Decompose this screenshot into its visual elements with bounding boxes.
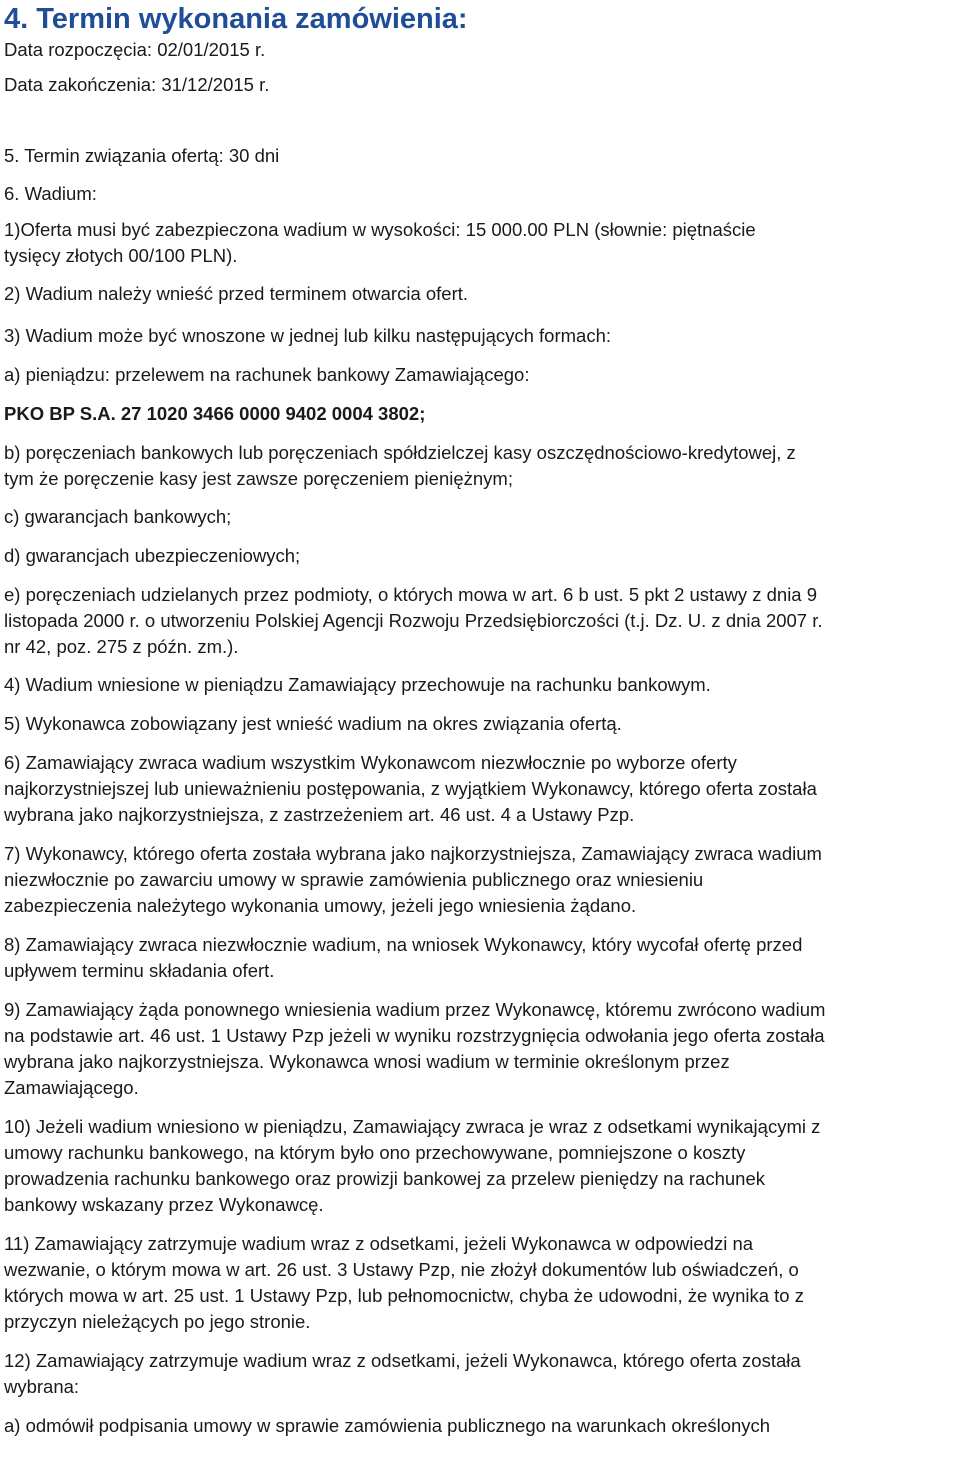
section-4-heading: 4. Termin wykonania zamówienia: — [4, 3, 468, 35]
wadium-form-insurance-guarantees: d) gwarancjach ubezpieczeniowych; — [4, 545, 301, 566]
paragraph-8: 8) Zamawiający zwraca niezwłocznie wadium, na wniosek Wykonawcy, który wycofał ofertę przed upływem terminu składania ofert. — [4, 934, 803, 981]
paragraph-12-a: a) odmówił podpisania umowy w sprawie zamówienia publicznego na warunkach określonych — [4, 1415, 771, 1436]
bank-account-number: PKO BP S.A. 27 1020 3466 0000 9402 0004 3802; — [4, 403, 426, 424]
start-date: Data rozpoczęcia: 02/01/2015 r. — [4, 39, 266, 60]
paragraph-12: 12) Zamawiający zatrzymuje wadium wraz z odsetkami, jeżeli Wykonawca, którego oferta została wybrana: — [4, 1350, 801, 1397]
paragraph-5: 5) Wykonawca zobowiązany jest wnieść wadium na okres związania ofertą. — [4, 713, 622, 734]
wadium-form-parp-guarantees: e) poręczeniach udzielanych przez podmioty, o których mowa w art. 6 b ust. 5 pkt 2 ustawy z dnia 9 listopada 2000 r. o utworzeniu Polskiej Agencji Rozwoju Przedsiębiorczości (t.j. Dz. U. z dnia 2007 r. nr 42, poz. 275 z późn. zm.). — [4, 584, 823, 657]
wadium-forms-paragraph: 3) Wadium może być wnoszone w jednej lub kilku następujących formach: — [4, 325, 612, 346]
paragraph-6: 6) Zamawiający zwraca wadium wszystkim Wykonawcom niezwłocznie po wyborze oferty najkorzystniejszej lub unieważnieniu postępowania, z wyjątkiem Wykonawcy, którego oferta została wybrana jako najkorzystniejsza, z zastrzeżeniem art. 46 ust. 4 a Ustawy Pzp. — [4, 752, 817, 825]
paragraph-9: 9) Zamawiający żąda ponownego wniesienia wadium przez Wykonawcę, któremu zwrócono wadium na podstawie art. 46 ust. 1 Ustawy Pzp jeżeli w wyniku rozstrzygnięcia odwołania jego oferta została wybrana jako najkorzystniejsza. Wykonawca wnosi wadium w terminie określonym przez Zamawiającego. — [4, 999, 826, 1098]
paragraph-10: 10) Jeżeli wadium wniesiono w pieniądzu, Zamawiający zwraca je wraz z odsetkami wynikającymi z umowy rachunku bankowego, na którym było ono przechowywane, pomniejszone o koszty prowadzenia rachunku bankowego oraz prowizji bankowej za przelew pieniędzy na rachunek bankowy wskazany przez Wykonawcę. — [4, 1116, 821, 1215]
wadium-form-guarantees: b) poręczeniach bankowych lub poręczeniach spółdzielczej kasy oszczędnościowo-kredytowej, z tym że poręczenie kasy jest zawsze poręczeniem pieniężnym; — [4, 442, 796, 489]
section-5-heading: 5. Termin związania ofertą: 30 dni — [4, 145, 280, 166]
wadium-amount-paragraph: 1)Oferta musi być zabezpieczona wadium w wysokości: 15 000.00 PLN (słownie: piętnaście tysięcy złotych 00/100 PLN). — [4, 219, 756, 266]
paragraph-7: 7) Wykonawcy, którego oferta została wybrana jako najkorzystniejsza, Zamawiający zwraca wadium niezwłocznie po zawarciu umowy w sprawie zamówienia publicznego oraz wniesieniu zabezpieczenia należytego wykonania umowy, jeżeli jego wniesienia żądano. — [4, 843, 822, 916]
paragraph-11: 11) Zamawiający zatrzymuje wadium wraz z odsetkami, jeżeli Wykonawca w odpowiedzi na wezwanie, o którym mowa w art. 26 ust. 3 Ustawy Pzp, nie złożył dokumentów lub oświadczeń, o których mowa w art. 25 ust. 1 Ustawy Pzp, lub pełnomocnictw, chyba że udowodni, że wynika to z przyczyn nieleżących po jego stronie. — [4, 1233, 804, 1332]
wadium-form-cash: a) pieniądzu: przelewem na rachunek bankowy Zamawiającego: — [4, 364, 530, 385]
wadium-deadline-paragraph: 2) Wadium należy wnieść przed terminem otwarcia ofert. — [4, 283, 469, 304]
wadium-form-bank-guarantees: c) gwarancjach bankowych; — [4, 506, 232, 527]
paragraph-4: 4) Wadium wniesione w pieniądzu Zamawiający przechowuje na rachunku bankowym. — [4, 674, 711, 695]
section-6-heading: 6. Wadium: — [4, 183, 97, 204]
end-date: Data zakończenia: 31/12/2015 r. — [4, 74, 270, 95]
